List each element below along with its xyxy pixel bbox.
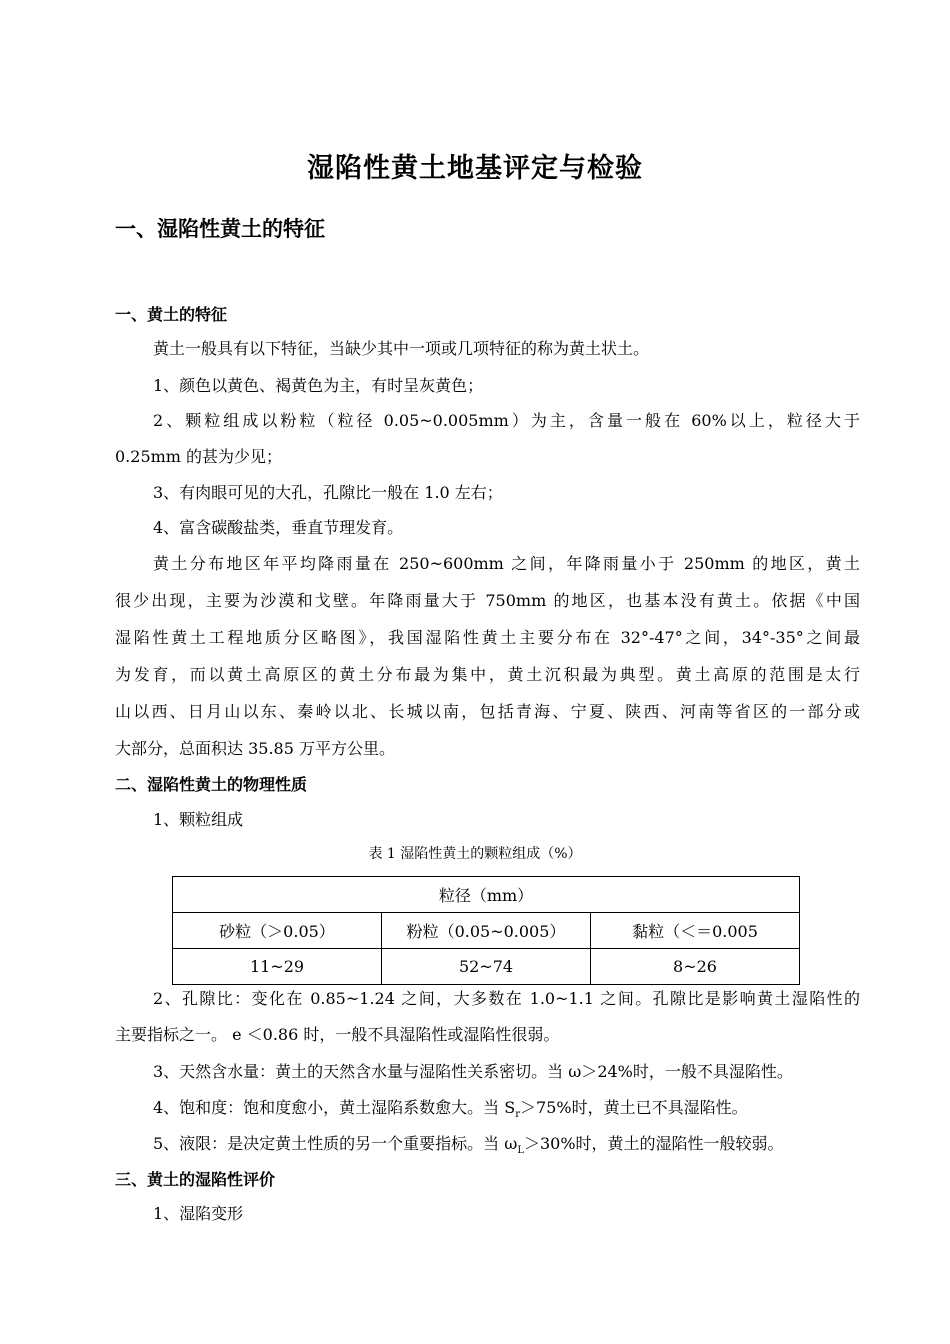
table-row <box>173 913 800 949</box>
section-heading-1: 一、湿陷性黄土的特征 <box>115 217 325 241</box>
table-column-header: 砂粒（＞0.05） <box>173 913 382 949</box>
list-item-collapse-deformation: 1、湿陷变形 <box>153 1204 244 1223</box>
subsection-heading-loess-features: 一、黄土的特征 <box>115 305 228 324</box>
list-item-grain-line2: 0.25mm 的甚为少见； <box>115 447 283 466</box>
paragraph-distribution-line: 大部分，总面积达 35.85 万平方公里。 <box>115 739 395 758</box>
paragraph-distribution-line: 黄土分布地区年平均降雨量在 250~600mm 之间，年降雨量小于 250mm 的地区，黄土 <box>153 554 860 573</box>
table-column-header: 黏粒（＜＝0.005 <box>591 913 800 949</box>
table-caption: 表 1 湿陷性黄土的颗粒组成（%） <box>368 846 582 862</box>
list-item-carbonates: 4、富含碳酸盐类，垂直节理发育。 <box>153 518 404 537</box>
list-item-color: 1、颜色以黄色、褐黄色为主，有时呈灰黄色； <box>153 376 484 395</box>
paragraph-distribution-line: 为发育，而以黄土高原区的黄土分布最为集中，黄土沉积最为典型。黄土高原的范围是太行 <box>115 665 860 684</box>
table-cell: 8~26 <box>591 949 800 985</box>
saturation-text-a: 4、饱和度：饱和度愈小，黄土湿陷系数愈大。当 S <box>153 1098 516 1117</box>
liquid-limit-text-b: ＞30%时，黄土的湿陷性一般较弱。 <box>523 1134 784 1153</box>
subsection-heading-physical-properties: 二、湿陷性黄土的物理性质 <box>115 775 308 794</box>
list-item-pores: 3、有肉眼可见的大孔，孔隙比一般在 1.0 左右； <box>153 483 503 502</box>
list-item-void-ratio-line2: 主要指标之一。 e ＜0.86 时，一般不具湿陷性或湿陷性很弱。 <box>115 1025 560 1044</box>
paragraph-distribution-line: 很少出现，主要为沙漠和戈壁。年降雨量大于 750mm 的地区，也基本没有黄土。依据《中国 <box>115 591 860 610</box>
paragraph-distribution-line: 湿陷性黄土工程地质分区略图》，我国湿陷性黄土主要分布在 32°-47°之间，34°-35°之间最 <box>115 628 860 647</box>
list-item-grain-line1: 2、颗粒组成以粉粒（粒径 0.05~0.005mm）为主，含量一般在 60%以上，粒径大于 <box>153 411 860 430</box>
table-row <box>173 949 800 985</box>
table-cell: 11~29 <box>173 949 382 985</box>
grain-composition-table <box>172 876 800 985</box>
list-item-grain-composition: 1、颗粒组成 <box>153 810 244 829</box>
table-cell: 52~74 <box>382 949 591 985</box>
table-group-header: 粒径（mm） <box>173 877 800 913</box>
table-row <box>173 877 800 913</box>
saturation-subscript: r <box>515 1109 521 1121</box>
list-item-saturation <box>153 1097 748 1126</box>
saturation-text-b: ＞75%时，黄土已不具湿陷性。 <box>520 1098 748 1117</box>
list-item-void-ratio-line1: 2、孔隙比：变化在 0.85~1.24 之间，大多数在 1.0~1.1 之间。孔隙比是影响黄土湿陷性的 <box>153 989 860 1008</box>
liquid-limit-text-a: 5、液限：是决定黄土性质的另一个重要指标。当 ω <box>153 1134 518 1153</box>
liquid-limit-subscript: L <box>517 1145 524 1157</box>
paragraph-intro: 黄土一般具有以下特征，当缺少其中一项或几项特征的称为黄土状土。 <box>153 339 650 358</box>
paragraph-distribution-line: 山以西、日月山以东、秦岭以北、长城以南，包括青海、宁夏、陕西、河南等省区的一部分或 <box>115 702 860 721</box>
list-item-water-content: 3、天然含水量：黄土的天然含水量与湿陷性关系密切。当 ω＞24%时，一般不具湿陷性。 <box>153 1062 793 1081</box>
table-column-header: 粉粒（0.05~0.005） <box>382 913 591 949</box>
list-item-liquid-limit <box>153 1133 784 1162</box>
subsection-heading-collapsibility-evaluation: 三、黄土的湿陷性评价 <box>115 1170 276 1189</box>
document-title: 湿陷性黄土地基评定与检验 <box>307 153 643 184</box>
